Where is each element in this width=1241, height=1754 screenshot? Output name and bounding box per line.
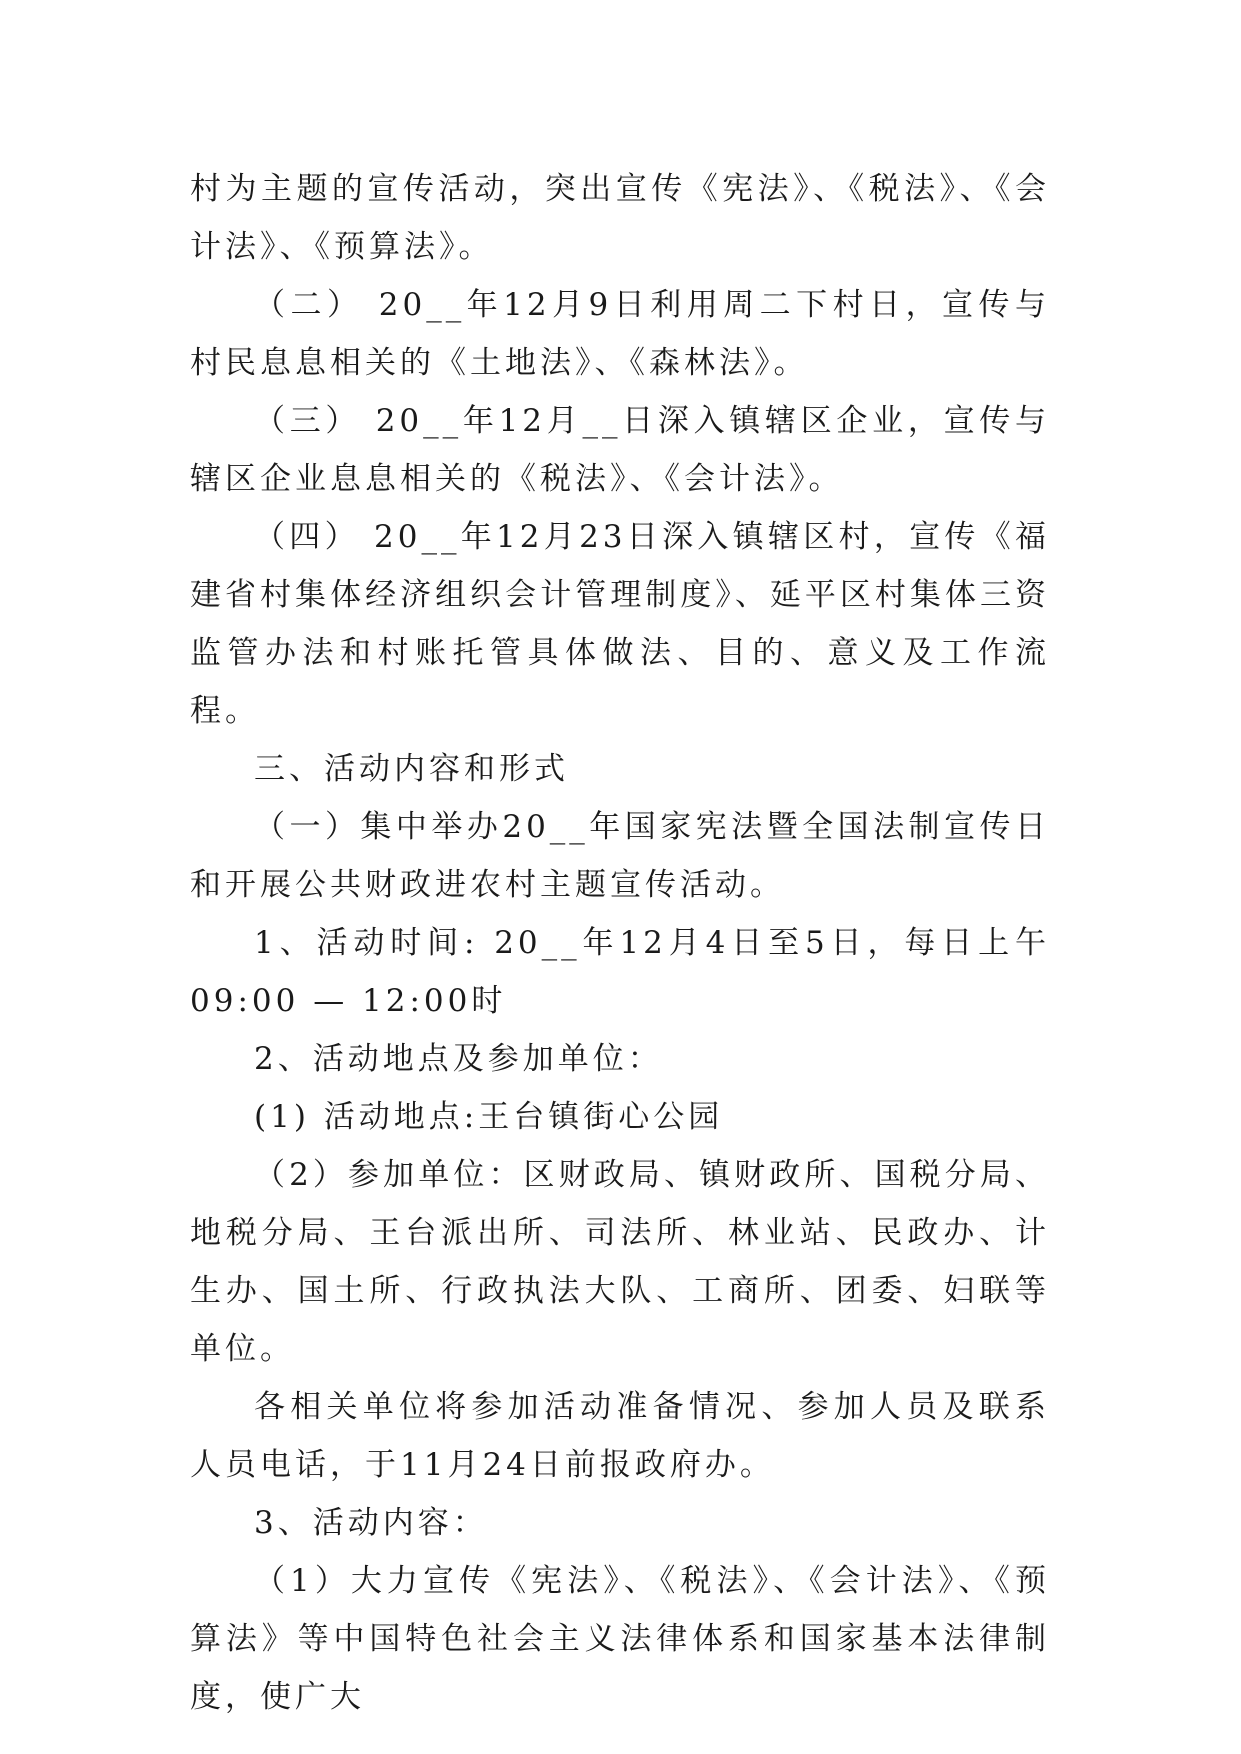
paragraph: （2）参加单位：区财政局、镇财政所、国税分局、地税分局、王台派出所、司法所、林业站、民政办、计生办、国土所、行政执法大队、工商所、团委、妇联等单位。 (190, 1157, 1050, 1367)
paragraph: 1、活动时间: 20__年12月4日至5日，每日上午09:00 — 12:00时 (190, 925, 1050, 1019)
paragraph: 各相关单位将参加活动准备情况、参加人员及联系人员电话，于11月24日前报政府办。 (190, 1389, 1050, 1483)
paragraph: （二） 20__年12月9日利用周二下村日，宣传与村民息息相关的《土地法》、《森林法》。 (190, 287, 1050, 381)
paragraph: (1) 活动地点:王台镇街心公园 (254, 1099, 724, 1135)
paragraph: （三） 20__年12月__日深入镇辖区企业，宣传与辖区企业息息相关的《税法》、《会计法》。 (190, 403, 1050, 497)
paragraph: （1）大力宣传《宪法》、《税法》、《会计法》、《预算法》等中国特色社会主义法律体系和国家基本法律制度，使广大 (190, 1563, 1050, 1715)
paragraph: 3、活动内容： (254, 1505, 488, 1541)
document-body (190, 160, 1050, 1726)
section-heading: 三、活动内容和形式 (254, 751, 569, 787)
paragraph: （四） 20__年12月23日深入镇辖区村，宣传《福建省村集体经济组织会计管理制度》、延平区村集体三资监管办法和村账托管具体做法、目的、意义及工作流程。 (190, 519, 1050, 729)
paragraph: （一）集中举办20__年国家宪法暨全国法制宣传日和开展公共财政进农村主题宣传活动。 (190, 809, 1050, 903)
paragraph: 2、活动地点及参加单位： (254, 1041, 663, 1077)
paragraph: 村为主题的宣传活动，突出宣传《宪法》、《税法》、《会计法》、《预算法》。 (190, 171, 1050, 265)
